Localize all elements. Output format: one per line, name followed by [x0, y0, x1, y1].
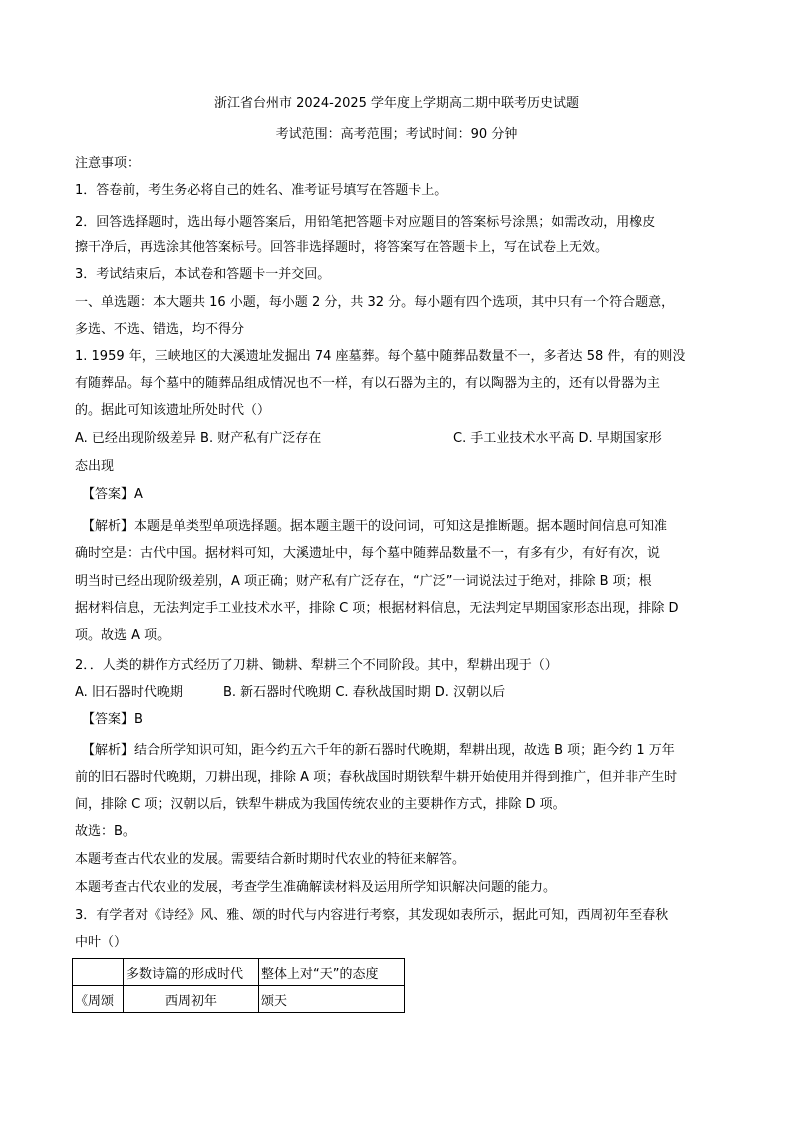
- q3-table-header-cell: 整体上对“天”的态度: [259, 959, 405, 986]
- q1-stem-line-1: 1. 1959 年，三峡地区的大溪遗址发掘出 74 座墓葬。每个墓中随葬品数量不一，多者达 58 件，有的则没: [75, 349, 686, 364]
- q2-explanation-line-2: 前的旧石器时代晚期，刀耕出现，排除 A 项；春秋战国时期铁犁牛耕开始使用并得到推广，但并非产生时: [75, 770, 678, 785]
- q1-options-cd-continued: 态出现: [75, 459, 115, 474]
- q2-stem: 2．．人类的耕作方式经历了刀耕、锄耕、犁耕三个不同阶段。其中，犁耕出现于（）: [75, 658, 558, 673]
- section-heading-line-2: 多选、不选、错选，均不得分: [75, 322, 245, 337]
- q3-table-cell: 西周初年: [124, 986, 259, 1013]
- notice-item-1: 1．答卷前，考生务必将自己的姓名、准考证号填写在答题卡上。: [75, 183, 448, 198]
- notice-item-2-line-1: 2．回答选择题时，选出每小题答案后，用铅笔把答题卡对应题目的答案标号涂黑；如需改动，用橡皮: [75, 215, 656, 230]
- q2-explanation-line-3: 间，排除 C 项；汉朝以后，铁犁牛耕成为我国传统农业的主要耕作方式，排除 D 项。: [75, 797, 566, 812]
- q1-answer: 【答案】A: [82, 487, 143, 502]
- q3-table-header-cell: [73, 959, 124, 986]
- q3-stem-line-1: 3．有学者对《诗经》风、雅、颂的时代与内容进行考察，其发现如表所示，据此可知，西周初年至春秋: [75, 908, 669, 923]
- table-row: [73, 986, 405, 1013]
- q1-explanation-line-1: 【解析】本题是单类型单项选择题。据本题主题干的设问词，可知这是推断题。据本题时间信息可知准: [82, 519, 668, 534]
- q1-explanation-line-5: 项。故选 A 项。: [75, 628, 171, 643]
- q1-explanation-line-3: 明当时已经出现阶级差别，A 项正确；财产私有广泛存在，“广泛”一词说法过于绝对，排除 B 项；根: [75, 574, 652, 589]
- q2-options-bcd: B. 新石器时代晚期 C. 春秋战国时期 D. 汉朝以后: [223, 685, 506, 700]
- q1-stem-line-2: 有随葬品。每个墓中的随葬品组成情况也不一样，有以石器为主的，有以陶器为主的，还有以骨器为主: [75, 376, 661, 391]
- q2-pick: 故选：B。: [75, 824, 136, 839]
- notice-heading: 注意事项：: [75, 156, 141, 171]
- page-subtitle: 考试范围：高考范围；考试时间：90 分钟: [275, 127, 518, 142]
- q3-table-header-row: [73, 959, 405, 986]
- q3-stem-line-2: 中叶（）: [75, 935, 128, 950]
- notice-item-3: 3．考试结束后，本试卷和答题卡一并交回。: [75, 267, 331, 282]
- notice-item-2-line-2: 擦干净后，再选涂其他答案标号。回答非选择题时，将答案写在答题卡上，写在试卷上无效。: [75, 240, 609, 255]
- q1-options-cd: C. 手工业技术水平高 D. 早期国家形: [453, 431, 662, 446]
- q3-table-cell: 颂天: [259, 986, 405, 1013]
- q3-table-header-cell: 多数诗篇的形成时代: [124, 959, 259, 986]
- q1-explanation-line-2: 确时空是：古代中国。据材料可知，大溪遗址中，每个墓中随葬品数量不一，有多有少，有好有次，说: [75, 546, 661, 561]
- q1-options-ab: A. 已经出现阶级差异 B. 财产私有广泛存在: [75, 431, 322, 446]
- q2-note-1: 本题考查古代农业的发展。需要结合新时期时代农业的特征来解答。: [75, 852, 466, 867]
- section-heading-line-1: 一、单选题：本大题共 16 小题，每小题 2 分，共 32 分。每小题有四个选项，其中只有一个符合题意，: [75, 295, 675, 310]
- q2-option-a: A. 旧石器时代晚期: [75, 685, 183, 700]
- q3-table-cell: 《周颂: [73, 986, 124, 1013]
- q2-note-2: 本题考查古代农业的发展，考查学生准确解读材料及运用所学知识解决问题的能力。: [75, 880, 557, 895]
- q2-answer: 【答案】B: [82, 712, 143, 727]
- q1-explanation-line-4: 据材料信息，无法判定手工业技术水平，排除 C 项；根据材料信息，无法判定早期国家形态出现，排除 D: [75, 601, 679, 616]
- q1-stem-line-3: 的。据此可知该遗址所处时代（）: [75, 403, 271, 418]
- q2-explanation-line-1: 【解析】结合所学知识可知，距今约五六千年的新石器时代晚期，犁耕出现，故选 B 项；距今约 1 万年: [82, 743, 675, 758]
- page-title: 浙江省台州市 2024-2025 学年度上学期高二期中联考历史试题: [213, 96, 580, 111]
- q3-table: [72, 958, 405, 1013]
